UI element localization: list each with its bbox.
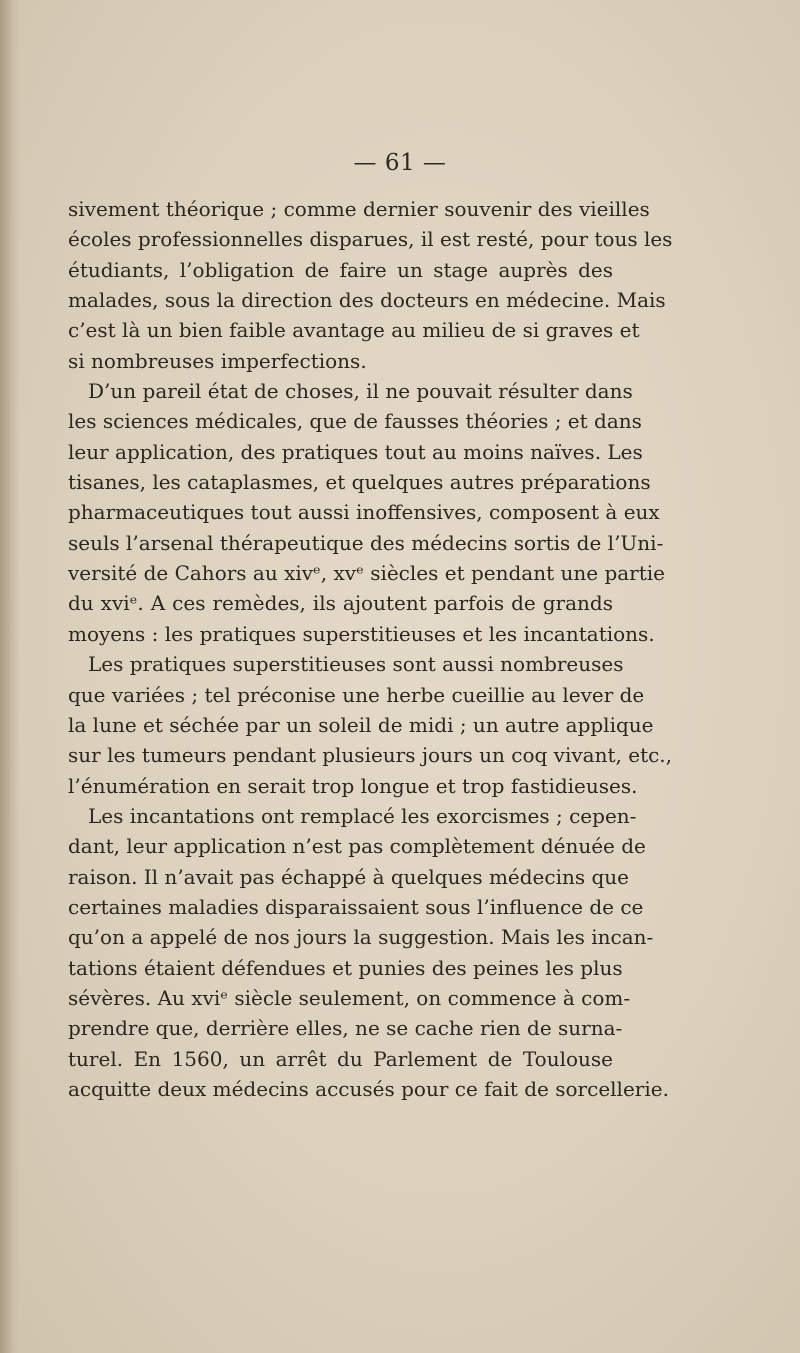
- text-line: Les pratiques superstitieuses sont aussi nombreuses: [88, 652, 624, 677]
- body-text: [68, 194, 673, 1104]
- text-line: la lune et séchée par un soleil de midi ; un autre applique: [68, 712, 654, 737]
- text-line: l’énumération en serait trop longue et trop fastidieuses.: [68, 773, 638, 798]
- text-line: sivement théorique ; comme dernier souvenir des vieilles: [68, 197, 650, 221]
- text-line: les sciences médicales, que de fausses théories ; et dans: [68, 409, 642, 434]
- page-gutter-shadow: [0, 0, 20, 1353]
- text-line: sur les tumeurs pendant plusieurs jours un coq vivant, etc.,: [68, 743, 673, 768]
- text-line: écoles professionnelles disparues, il est resté, pour tous les: [68, 227, 673, 252]
- text-line: c’est là un bien faible avantage au milieu de si graves et: [68, 318, 640, 343]
- text-line: sévères. Au xviᵉ siècle seulement, on commence à com-: [68, 985, 631, 1010]
- text-line: qu’on a appelé de nos jours la suggestion. Mais les incan-: [68, 925, 654, 950]
- text-line: versité de Cahors au xivᵉ, xvᵉ siècles et pendant une partie: [68, 561, 666, 586]
- text-line: prendre que, derrière elles, ne se cache rien de surna-: [68, 1016, 623, 1041]
- text-line: du xviᵉ. A ces remèdes, ils ajoutent parfois de grands: [68, 591, 613, 616]
- text-line: malades, sous la direction des docteurs en médecine. Mais: [68, 288, 666, 313]
- text-line: dant, leur application n’est pas complètement dénuée de: [68, 834, 646, 859]
- text-line: moyens : les pratiques superstitieuses et les incantations.: [68, 621, 655, 646]
- text-line: certaines maladies disparaissaient sous l’influence de ce: [68, 894, 644, 919]
- text-line: tations étaient défendues et punies des peines les plus: [68, 955, 623, 980]
- text-line: que variées ; tel préconise une herbe cueillie au lever de: [68, 682, 645, 707]
- text-line: pharmaceutiques tout aussi inoffensives, composent à eux: [68, 500, 660, 525]
- text-line: leur application, des pratiques tout au moins naïves. Les: [68, 439, 643, 464]
- text-line: raison. Il n’avait pas échappé à quelques médecins que: [68, 864, 629, 889]
- text-line: seuls l’arsenal thérapeutique des médecins sortis de l’Uni-: [68, 530, 664, 555]
- page-number: — 61 —: [353, 150, 447, 176]
- text-line: turel. En 1560, un arrêt du Parlement de Toulouse: [68, 1046, 613, 1071]
- text-line: acquitte deux médecins accusés pour ce fait de sorcellerie.: [68, 1076, 669, 1101]
- text-line: D’un pareil état de choses, il ne pouvait résulter dans: [88, 379, 633, 404]
- text-line: étudiants, l’obligation de faire un stage auprès des: [68, 257, 613, 282]
- text-line: tisanes, les cataplasmes, et quelques autres préparations: [68, 470, 651, 495]
- text-line: Les incantations ont remplacé les exorcismes ; cepen-: [88, 803, 637, 828]
- text-line: si nombreuses imperfections.: [68, 348, 367, 373]
